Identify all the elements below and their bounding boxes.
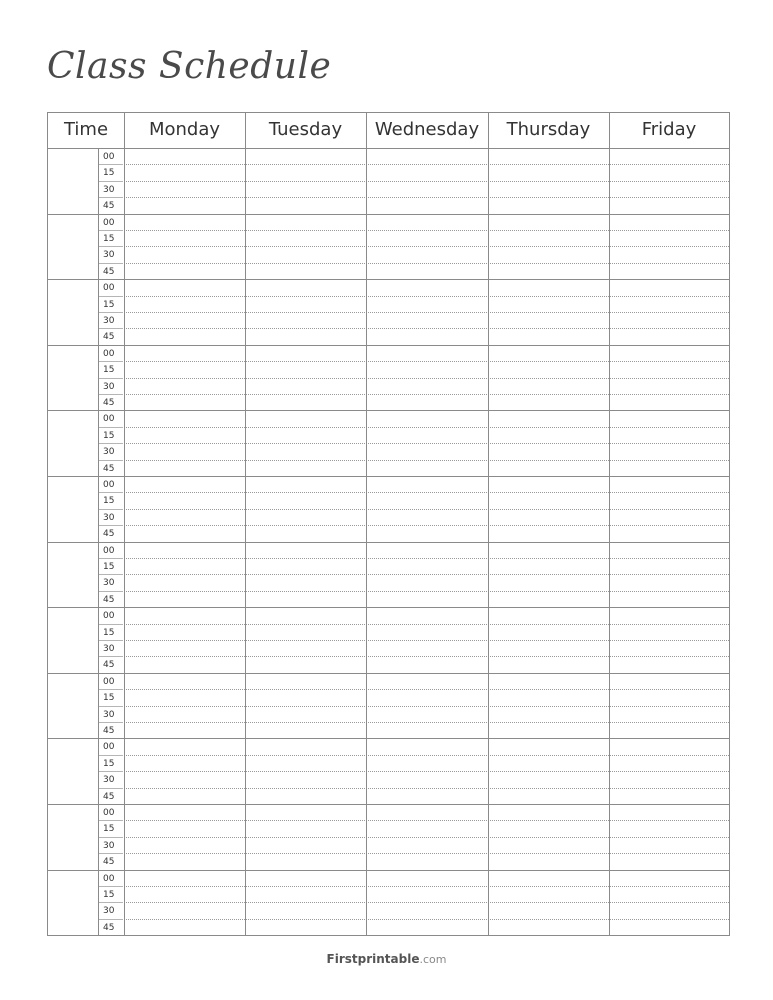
time-slot-row bbox=[98, 723, 729, 739]
minute-cell bbox=[98, 165, 123, 181]
time-slot-row bbox=[98, 280, 729, 296]
minute-label: 00 bbox=[103, 414, 115, 425]
minute-label: 45 bbox=[103, 266, 115, 277]
time-slot-row bbox=[98, 789, 729, 805]
column-header-tuesday: Tuesday bbox=[268, 119, 343, 140]
minute-cell bbox=[98, 543, 123, 559]
column-divider bbox=[366, 113, 367, 935]
minute-label: 15 bbox=[103, 693, 115, 704]
minute-label: 30 bbox=[103, 643, 115, 654]
minute-cell bbox=[98, 854, 123, 870]
time-slot-row bbox=[98, 428, 729, 444]
minute-label: 45 bbox=[103, 791, 115, 802]
minute-label: 30 bbox=[103, 315, 115, 326]
minute-label: 45 bbox=[103, 922, 115, 933]
minute-label: 30 bbox=[103, 709, 115, 720]
time-slot-row bbox=[98, 231, 729, 247]
time-slot-row bbox=[98, 264, 729, 280]
minute-label: 00 bbox=[103, 283, 115, 294]
minute-label: 30 bbox=[103, 250, 115, 261]
hour-block bbox=[48, 871, 729, 937]
minute-cell bbox=[98, 789, 123, 805]
time-slot-row bbox=[98, 592, 729, 608]
minute-label: 45 bbox=[103, 397, 115, 408]
minute-cell bbox=[98, 362, 123, 378]
minute-label: 00 bbox=[103, 152, 115, 162]
time-slot-row bbox=[98, 559, 729, 575]
page-title: Class Schedule bbox=[47, 46, 332, 87]
hour-block bbox=[48, 805, 729, 871]
minute-cell bbox=[98, 772, 123, 788]
time-slot-row bbox=[98, 247, 729, 263]
minute-label: 45 bbox=[103, 857, 115, 868]
column-header-thursday: Thursday bbox=[506, 119, 591, 140]
minute-label: 15 bbox=[103, 168, 115, 179]
minute-cell bbox=[98, 871, 123, 887]
minute-cell bbox=[98, 723, 123, 739]
hour-cell[interactable] bbox=[48, 346, 98, 411]
time-slot-row bbox=[98, 477, 729, 493]
hour-cell[interactable] bbox=[48, 739, 98, 804]
minute-cell bbox=[98, 625, 123, 641]
minute-cell bbox=[98, 805, 123, 821]
minute-label: 15 bbox=[103, 365, 115, 376]
column-divider bbox=[609, 113, 610, 935]
minute-label: 45 bbox=[103, 725, 115, 736]
minute-cell bbox=[98, 444, 123, 460]
time-slot-row bbox=[98, 461, 729, 477]
column-header-wednesday: Wednesday bbox=[374, 119, 480, 140]
time-slot-row bbox=[98, 690, 729, 706]
minute-cell bbox=[98, 182, 123, 198]
minute-cell bbox=[98, 608, 123, 624]
minute-label: 45 bbox=[103, 332, 115, 343]
time-slot-row bbox=[98, 625, 729, 641]
minute-cell bbox=[98, 428, 123, 444]
time-slot-row bbox=[98, 215, 729, 231]
minute-label: 30 bbox=[103, 184, 115, 195]
hour-block bbox=[48, 346, 729, 412]
minute-cell bbox=[98, 461, 123, 477]
footer-brand: Firstprintable bbox=[326, 952, 420, 966]
minute-label: 15 bbox=[103, 233, 115, 244]
header-row bbox=[48, 113, 729, 149]
time-slot-row bbox=[98, 903, 729, 919]
minute-cell bbox=[98, 247, 123, 263]
minute-label: 00 bbox=[103, 480, 115, 490]
time-slot-row bbox=[98, 608, 729, 624]
minute-label: 15 bbox=[103, 889, 115, 900]
minute-cell bbox=[98, 493, 123, 509]
time-slot-row bbox=[98, 674, 729, 690]
minute-label: 00 bbox=[103, 348, 115, 359]
minute-cell bbox=[98, 690, 123, 706]
hour-block bbox=[48, 477, 729, 543]
footer-credit bbox=[0, 952, 773, 966]
column-divider bbox=[124, 113, 125, 935]
time-slot-row bbox=[98, 395, 729, 411]
hour-cell[interactable] bbox=[48, 543, 98, 608]
minute-label: 45 bbox=[103, 201, 115, 212]
minute-cell bbox=[98, 395, 123, 411]
minute-cell bbox=[98, 411, 123, 427]
time-slot-row bbox=[98, 411, 729, 427]
hour-cell[interactable] bbox=[48, 477, 98, 542]
minute-label: 45 bbox=[103, 594, 115, 605]
hour-cell[interactable] bbox=[48, 411, 98, 476]
time-slot-row bbox=[98, 920, 729, 936]
minute-cell bbox=[98, 313, 123, 329]
time-slot-row bbox=[98, 805, 729, 821]
minute-label: 00 bbox=[103, 217, 115, 228]
minute-cell bbox=[98, 674, 123, 690]
minute-cell bbox=[98, 821, 123, 837]
minute-label: 00 bbox=[103, 742, 115, 753]
minute-label: 15 bbox=[103, 496, 115, 507]
minute-cell bbox=[98, 838, 123, 854]
hour-cell[interactable] bbox=[48, 149, 98, 214]
time-slot-row bbox=[98, 707, 729, 723]
minute-cell bbox=[98, 510, 123, 526]
minute-cell bbox=[98, 575, 123, 591]
minute-label: 15 bbox=[103, 824, 115, 835]
minute-cell bbox=[98, 149, 123, 165]
time-slot-row bbox=[98, 657, 729, 673]
hour-block bbox=[48, 280, 729, 346]
time-slot-row bbox=[98, 165, 729, 181]
minute-cell bbox=[98, 329, 123, 345]
time-slot-row bbox=[98, 182, 729, 198]
minute-cell bbox=[98, 739, 123, 755]
minute-label: 30 bbox=[103, 775, 115, 786]
minute-cell bbox=[98, 592, 123, 608]
minute-cell bbox=[98, 756, 123, 772]
minute-label: 30 bbox=[103, 840, 115, 851]
hour-block bbox=[48, 215, 729, 281]
time-slot-row bbox=[98, 739, 729, 755]
time-slot-row bbox=[98, 575, 729, 591]
time-slot-row bbox=[98, 838, 729, 854]
minute-label: 45 bbox=[103, 529, 115, 540]
time-slot-row bbox=[98, 854, 729, 870]
time-slot-row bbox=[98, 346, 729, 362]
hour-block bbox=[48, 608, 729, 674]
minute-label: 00 bbox=[103, 611, 115, 622]
column-header-friday: Friday bbox=[641, 119, 697, 140]
hour-cell[interactable] bbox=[48, 805, 98, 870]
minute-label: 30 bbox=[103, 578, 115, 589]
hour-cell[interactable] bbox=[48, 871, 98, 937]
minute-cell bbox=[98, 297, 123, 313]
minute-label: 15 bbox=[103, 430, 115, 441]
minute-label: 15 bbox=[103, 627, 115, 638]
hour-block bbox=[48, 739, 729, 805]
time-slot-row bbox=[98, 887, 729, 903]
minute-label: 45 bbox=[103, 660, 115, 671]
time-slot-row bbox=[98, 871, 729, 887]
minute-label: 15 bbox=[103, 758, 115, 769]
minute-label: 00 bbox=[103, 545, 115, 556]
time-slot-row bbox=[98, 772, 729, 788]
minute-label: 15 bbox=[103, 561, 115, 572]
hour-cell[interactable] bbox=[48, 280, 98, 345]
time-slot-row bbox=[98, 821, 729, 837]
column-header-monday: Monday bbox=[148, 119, 221, 140]
hour-cell[interactable] bbox=[48, 608, 98, 673]
time-slot-row bbox=[98, 641, 729, 657]
minute-label: 00 bbox=[103, 808, 115, 818]
minute-cell bbox=[98, 887, 123, 903]
minute-cell bbox=[98, 920, 123, 936]
minute-column-divider bbox=[98, 149, 99, 935]
minute-cell bbox=[98, 264, 123, 280]
minute-label: 00 bbox=[103, 873, 115, 884]
time-slot-row bbox=[98, 362, 729, 378]
minute-cell bbox=[98, 215, 123, 231]
column-header-time: Time bbox=[63, 119, 109, 140]
minute-cell bbox=[98, 526, 123, 542]
hour-cell[interactable] bbox=[48, 215, 98, 280]
time-slot-row bbox=[98, 510, 729, 526]
time-slot-row bbox=[98, 379, 729, 395]
hour-cell[interactable] bbox=[48, 674, 98, 739]
minute-label: 30 bbox=[103, 381, 115, 392]
minute-cell bbox=[98, 641, 123, 657]
time-slot-row bbox=[98, 493, 729, 509]
time-slot-row bbox=[98, 297, 729, 313]
footer-tld: .com bbox=[419, 953, 447, 966]
hour-block bbox=[48, 543, 729, 609]
time-slot-row bbox=[98, 444, 729, 460]
minute-label: 15 bbox=[103, 299, 115, 310]
hour-block bbox=[48, 149, 729, 215]
time-slot-row bbox=[98, 149, 729, 165]
minute-cell bbox=[98, 477, 123, 493]
minute-label: 45 bbox=[103, 463, 115, 474]
minute-cell bbox=[98, 379, 123, 395]
time-slot-row bbox=[98, 313, 729, 329]
minute-cell bbox=[98, 231, 123, 247]
minute-label: 30 bbox=[103, 512, 115, 523]
schedule-table bbox=[47, 112, 730, 936]
column-divider bbox=[488, 113, 489, 935]
hour-block bbox=[48, 674, 729, 740]
minute-cell bbox=[98, 346, 123, 362]
time-slot-row bbox=[98, 756, 729, 772]
minute-cell bbox=[98, 280, 123, 296]
time-slot-row bbox=[98, 526, 729, 542]
minute-cell bbox=[98, 903, 123, 919]
minute-label: 00 bbox=[103, 676, 115, 687]
hour-block bbox=[48, 411, 729, 477]
time-slot-row bbox=[98, 198, 729, 214]
time-slot-row bbox=[98, 329, 729, 345]
minute-cell bbox=[98, 198, 123, 214]
minute-label: 30 bbox=[103, 906, 115, 917]
column-divider bbox=[245, 113, 246, 935]
minute-cell bbox=[98, 559, 123, 575]
minute-label: 30 bbox=[103, 447, 115, 458]
time-slot-row bbox=[98, 543, 729, 559]
minute-cell bbox=[98, 707, 123, 723]
minute-cell bbox=[98, 657, 123, 673]
